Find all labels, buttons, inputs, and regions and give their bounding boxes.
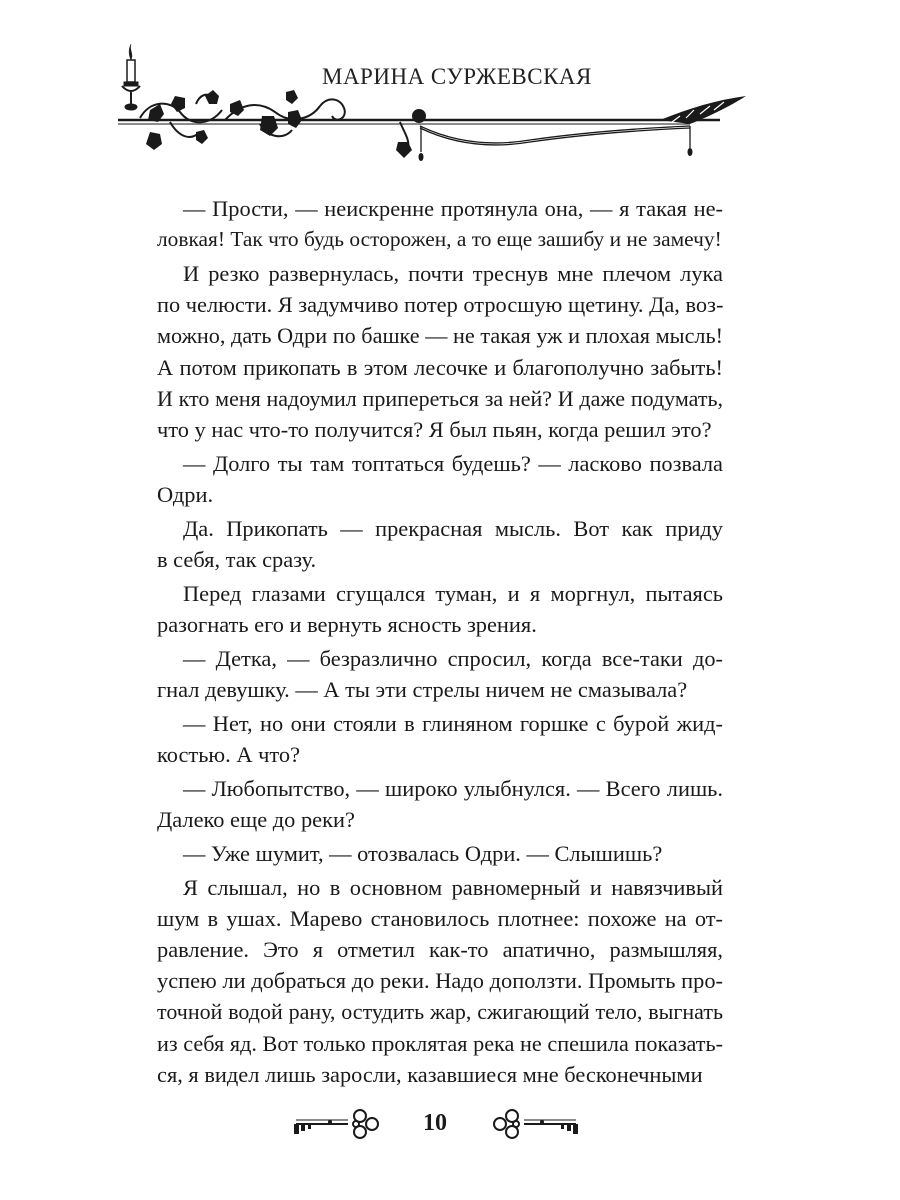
text-line: — Нет, но они стояли в глиняном горшке с бурой жид- bbox=[183, 710, 723, 736]
page-footer bbox=[0, 1098, 900, 1158]
text-line: И резко развернулась, почти треснув мне плечом лука bbox=[183, 261, 723, 286]
text-line: А потом прикопать в этом лесочке и благополучно забыть! bbox=[157, 354, 723, 380]
text-line: — Прости, — неискренне протянула она, — я такая не- bbox=[183, 196, 723, 221]
text-line: — Детка, — безразлично спросил, когда все-таки до- bbox=[183, 645, 723, 671]
text-line: — Любопытство, — широко улыбнулся. — Всего лишь. bbox=[183, 775, 723, 801]
text-line: ловкая! Так что будь осторожен, а то еще зашибу и не замечу! bbox=[157, 227, 722, 252]
text-line: Перед глазами сгущался туман, и я моргнул, пытаясь bbox=[183, 580, 723, 606]
running-title: МАРИНА СУРЖЕВСКАЯ bbox=[322, 64, 592, 89]
text-line: — Уже шумит, — отозвалась Одри. — Слышишь? bbox=[183, 840, 663, 866]
paragraph bbox=[157, 578, 723, 640]
text-line: точной водой рану, остудить жар, сжигающий тело, выгнать bbox=[157, 999, 723, 1025]
paragraph bbox=[157, 513, 723, 575]
text-line: по челюсти. Я задумчиво потер отросшую щетину. Да, воз- bbox=[157, 292, 723, 318]
paragraph bbox=[157, 258, 723, 445]
text-line: разогнать его и вернуть ясность зрения. bbox=[157, 612, 537, 638]
text-line: Да. Прикопать — прекрасная мысль. Вот как приду bbox=[183, 515, 723, 541]
paragraph bbox=[157, 448, 723, 510]
paragraph bbox=[157, 872, 723, 1090]
text-line: костью. А что? bbox=[157, 742, 301, 768]
text-line: И кто меня надоумил припереться за ней? И даже подумать, bbox=[157, 385, 723, 411]
text-line: в себя, так сразу. bbox=[157, 547, 317, 573]
text-line: шум в ушах. Марево становилось плотнее: похоже на от- bbox=[157, 905, 723, 931]
text-line: ся, я видел лишь заросли, казавшиеся мне бесконечными bbox=[157, 1061, 703, 1087]
page-number: 10 bbox=[423, 1110, 447, 1136]
body-text bbox=[157, 193, 723, 1093]
paragraph bbox=[157, 838, 723, 869]
text-line: успею ли добраться до реки. Надо доползти. Промыть про- bbox=[157, 968, 723, 994]
paragraph bbox=[157, 193, 723, 255]
text-line: равление. Это я отметил как-то апатично, размышляя, bbox=[157, 937, 723, 963]
text-line: Я слышал, но в основном равномерный и навязчивый bbox=[183, 874, 723, 900]
paragraph bbox=[157, 708, 723, 770]
text-line: можно, дать Одри по башке — не такая уж и плохая мысль! bbox=[157, 323, 723, 349]
text-line: Далеко еще до реки? bbox=[157, 807, 355, 833]
text-line: гнал девушку. — А ты эти стрелы ничем не смазывала? bbox=[157, 677, 688, 703]
skeleton-key-right-icon bbox=[490, 1106, 582, 1142]
text-line: — Долго ты там топтаться будешь? — ласково позвала bbox=[183, 450, 723, 476]
text-line: Одри. bbox=[157, 482, 214, 508]
page-header bbox=[0, 0, 900, 170]
paragraph bbox=[157, 773, 723, 835]
text-line: что у нас что-то получится? Я был пьян, когда решил это? bbox=[157, 417, 712, 443]
paragraph bbox=[157, 643, 723, 705]
text-line: из себя яд. Вот только проклятая река не спешила показать- bbox=[157, 1030, 723, 1056]
skeleton-key-left-icon bbox=[290, 1106, 382, 1142]
